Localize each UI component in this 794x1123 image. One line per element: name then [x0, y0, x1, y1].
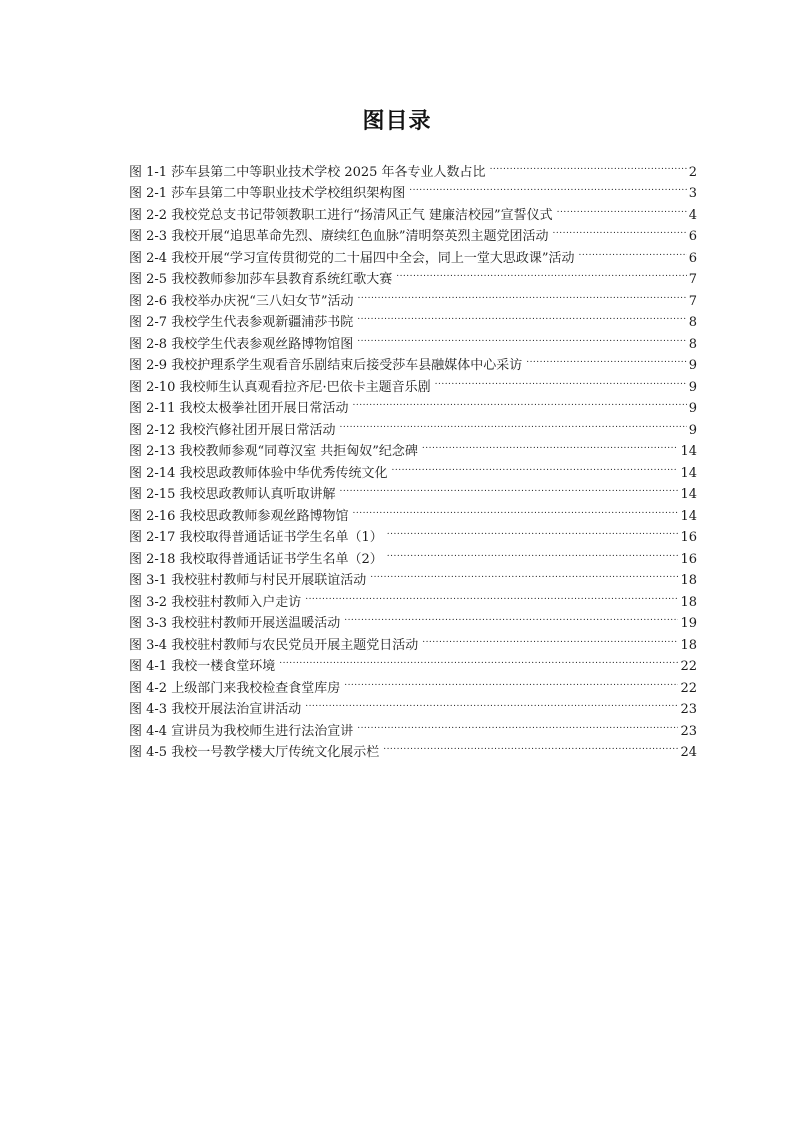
toc-entry-page-number: 18: [680, 573, 697, 588]
toc-entry[interactable]: [129, 154, 697, 180]
toc-entry-page-number: 3: [688, 186, 697, 201]
toc-entry-page-number: 18: [680, 637, 697, 653]
toc-entry-label: 图 2-16 我校思政教师参观丝路博物馆: [129, 508, 349, 524]
toc-dot-leader: [339, 412, 686, 434]
toc-dot-leader: [370, 563, 678, 585]
toc-entry-page-number: 23: [680, 702, 697, 717]
toc-dot-leader: [422, 434, 679, 456]
toc-entry-label: 图 2-3 我校开展“追思革命先烈、赓续红色血脉”清明祭英烈主题党团活动: [129, 229, 549, 244]
toc-entry-page-number: 18: [680, 594, 697, 610]
toc-entry-page-number: 16: [680, 551, 697, 567]
toc-entry-page-number: 14: [680, 487, 697, 502]
toc-dot-leader: [387, 520, 679, 542]
toc-dot-leader: [305, 692, 678, 714]
figure-list: [129, 154, 697, 760]
toc-dot-leader: [357, 326, 687, 348]
toc-entry-label: 图 2-1 莎车县第二中等职业技术学校组织架构图: [129, 186, 406, 201]
toc-entry-label: 图 2-10 我校师生认真观看拉齐尼·巴依卡主题音乐剧: [129, 379, 431, 395]
toc-dot-leader: [383, 735, 678, 757]
toc-entry-label: 图 4-2 上级部门来我校检查食堂库房: [129, 680, 341, 696]
toc-entry-page-number: 19: [680, 616, 697, 631]
toc-dot-leader: [352, 498, 678, 520]
toc-entry-label: 图 4-5 我校一号教学楼大厅传统文化展示栏: [129, 745, 380, 760]
toc-entry-label: 图 2-18 我校取得普通话证书学生名单（2）: [129, 551, 383, 567]
toc-dot-leader: [339, 477, 678, 499]
toc-entry-label: 图 4-4 宣讲员为我校师生进行法治宣讲: [129, 723, 354, 739]
toc-dot-leader: [387, 541, 679, 563]
toc-entry-page-number: 22: [680, 680, 697, 696]
toc-entry-label: 图 2-2 我校党总支书记带领教职工进行“扬清风正气 建廉洁校园”宣誓仪式: [129, 207, 553, 223]
toc-entry-page-number: 8: [688, 336, 697, 352]
toc-entry-page-number: 6: [688, 250, 697, 266]
toc-entry-label: 图 2-9 我校护理系学生观看音乐剧结束后接受莎车县融媒体中心采访: [129, 358, 523, 373]
toc-dot-leader: [358, 283, 687, 305]
toc-dot-leader: [422, 627, 678, 649]
toc-entry-page-number: 7: [688, 272, 697, 287]
toc-dot-leader: [409, 176, 687, 198]
toc-entry-page-number: 16: [680, 530, 697, 545]
toc-entry-label: 图 4-3 我校开展法治宣讲活动: [129, 702, 302, 717]
toc-entry-label: 图 3-3 我校驻村教师开展送温暖活动: [129, 616, 341, 631]
toc-entry-page-number: 8: [688, 315, 697, 330]
toc-entry-label: 图 2-13 我校教师参观“同尊汉室 共拒匈奴”纪念碑: [129, 444, 418, 459]
toc-dot-leader: [557, 197, 687, 219]
toc-entry-label: 图 2-4 我校开展“学习宣传贯彻党的二十届四中全会，同上一堂大思政课”活动: [129, 250, 575, 266]
toc-entry-label: 图 2-12 我校汽修社团开展日常活动: [129, 422, 336, 438]
toc-dot-leader: [435, 369, 687, 391]
toc-entry-label: 图 2-5 我校教师参加莎车县教育系统红歌大赛: [129, 272, 393, 287]
toc-entry-label: 图 2-7 我校学生代表参观新疆浦莎书院: [129, 315, 354, 330]
toc-entry-label: 图 2-8 我校学生代表参观丝路博物馆图: [129, 336, 354, 352]
toc-entry-page-number: 7: [688, 293, 697, 309]
toc-entry-page-number: 4: [688, 207, 697, 223]
toc-dot-leader: [357, 305, 687, 327]
toc-entry-page-number: 9: [688, 422, 697, 438]
page-title: 图目录: [362, 109, 432, 134]
toc-dot-leader: [579, 240, 687, 262]
toc-entry-label: 图 2-6 我校举办庆祝“三八妇女节”活动: [129, 293, 354, 309]
toc-dot-leader: [396, 262, 687, 284]
toc-entry-page-number: 9: [688, 358, 697, 373]
toc-entry-page-number: 24: [680, 745, 697, 760]
toc-dot-leader: [344, 606, 678, 628]
toc-entry-page-number: 6: [688, 229, 697, 244]
toc-entry-page-number: 14: [680, 508, 697, 524]
toc-entry-page-number: 9: [688, 379, 697, 395]
toc-dot-leader: [553, 219, 687, 241]
toc-entry-label: 图 2-17 我校取得普通话证书学生名单（1）: [129, 530, 383, 545]
toc-entry-label: 图 3-1 我校驻村教师与村民开展联谊活动: [129, 573, 367, 588]
toc-entry-page-number: 22: [680, 659, 697, 674]
toc-entry-label: 图 2-11 我校太极拳社团开展日常活动: [129, 401, 349, 416]
toc-dot-leader: [305, 584, 678, 606]
toc-dot-leader: [391, 455, 678, 477]
toc-entry-label: 图 3-4 我校驻村教师与农民党员开展主题党日活动: [129, 637, 419, 653]
toc-entry-label: 图 3-2 我校驻村教师入户走访: [129, 594, 302, 610]
toc-entry-page-number: 2: [688, 164, 697, 180]
toc-dot-leader: [357, 713, 678, 735]
toc-dot-leader: [526, 348, 687, 370]
toc-entry-page-number: 23: [680, 723, 697, 739]
toc-entry-page-number: 14: [680, 444, 697, 459]
toc-entry-label: 图 1-1 莎车县第二中等职业技术学校 2025 年各专业人数占比: [129, 164, 486, 180]
toc-entry-label: 图 4-1 我校一楼食堂环境: [129, 659, 276, 674]
toc-entry-page-number: 14: [680, 465, 697, 481]
toc-dot-leader: [344, 670, 678, 692]
toc-entry-label: 图 2-15 我校思政教师认真听取讲解: [129, 487, 336, 502]
toc-dot-leader: [352, 391, 686, 413]
toc-dot-leader: [279, 649, 678, 671]
toc-entry-label: 图 2-14 我校思政教师体验中华优秀传统文化: [129, 465, 388, 481]
toc-entry-page-number: 9: [688, 401, 697, 416]
toc-dot-leader: [490, 154, 687, 176]
